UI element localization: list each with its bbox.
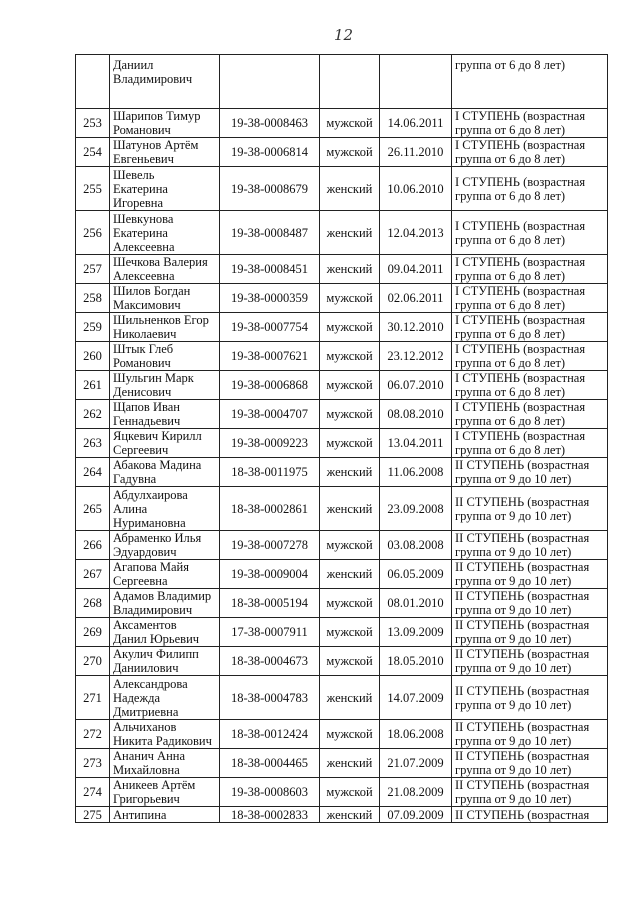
full-name-cell: Яцкевич Кирилл Сергеевич xyxy=(110,429,220,458)
full-name-cell: Щапов Иван Геннадьевич xyxy=(110,400,220,429)
table-row xyxy=(76,429,608,458)
id-number-cell: 18-38-0012424 xyxy=(220,720,320,749)
id-number-cell: 18-38-0011975 xyxy=(220,458,320,487)
level-cell: II СТУПЕНЬ (возрастная группа от 9 до 10 лет) xyxy=(452,531,608,560)
full-name-cell: Александрова Надежда Дмитриевна xyxy=(110,676,220,720)
participants-table xyxy=(75,54,608,823)
level-cell: II СТУПЕНЬ (возрастная xyxy=(452,807,608,823)
sex-cell: мужской xyxy=(320,138,380,167)
id-number-cell: 19-38-0000359 xyxy=(220,284,320,313)
full-name-cell: Шульгин Марк Денисович xyxy=(110,371,220,400)
id-number-cell: 19-38-0008463 xyxy=(220,109,320,138)
full-name-cell: Аникеев Артём Григорьевич xyxy=(110,778,220,807)
row-number-cell: 273 xyxy=(76,749,110,778)
table-row xyxy=(76,807,608,823)
table-row xyxy=(76,211,608,255)
table-row xyxy=(76,342,608,371)
level-cell: I СТУПЕНЬ (возрастная группа от 6 до 8 лет) xyxy=(452,211,608,255)
full-name-cell: Адамов Владимир Владимирович xyxy=(110,589,220,618)
level-cell: II СТУПЕНЬ (возрастная группа от 9 до 10 лет) xyxy=(452,589,608,618)
birth-date-cell: 13.04.2011 xyxy=(380,429,452,458)
birth-date-cell: 09.04.2011 xyxy=(380,255,452,284)
birth-date-cell: 23.09.2008 xyxy=(380,487,452,531)
row-number-cell: 266 xyxy=(76,531,110,560)
full-name-cell: Штык Глеб Романович xyxy=(110,342,220,371)
level-cell: I СТУПЕНЬ (возрастная группа от 6 до 8 лет) xyxy=(452,371,608,400)
level-cell: I СТУПЕНЬ (возрастная группа от 6 до 8 лет) xyxy=(452,138,608,167)
level-cell: I СТУПЕНЬ (возрастная группа от 6 до 8 лет) xyxy=(452,342,608,371)
sex-cell: женский xyxy=(320,807,380,823)
birth-date-cell: 21.08.2009 xyxy=(380,778,452,807)
full-name-cell: Аксаментов Данил Юрьевич xyxy=(110,618,220,647)
id-number-cell: 19-38-0007754 xyxy=(220,313,320,342)
level-cell: II СТУПЕНЬ (возрастная группа от 9 до 10 лет) xyxy=(452,749,608,778)
birth-date-cell: 13.09.2009 xyxy=(380,618,452,647)
row-number-cell: 261 xyxy=(76,371,110,400)
birth-date-cell xyxy=(380,55,452,109)
full-name-cell: Шарипов Тимур Романович xyxy=(110,109,220,138)
row-number-cell: 267 xyxy=(76,560,110,589)
full-name-cell: Шатунов Артём Евгеньевич xyxy=(110,138,220,167)
birth-date-cell: 18.05.2010 xyxy=(380,647,452,676)
table-row xyxy=(76,560,608,589)
row-number-cell: 254 xyxy=(76,138,110,167)
page-number: 12 xyxy=(334,26,354,44)
id-number-cell: 19-38-0004707 xyxy=(220,400,320,429)
level-cell: группа от 6 до 8 лет) xyxy=(452,55,608,109)
birth-date-cell: 30.12.2010 xyxy=(380,313,452,342)
full-name-cell: Антипина xyxy=(110,807,220,823)
level-cell: II СТУПЕНЬ (возрастная группа от 9 до 10 лет) xyxy=(452,647,608,676)
birth-date-cell: 03.08.2008 xyxy=(380,531,452,560)
level-cell: II СТУПЕНЬ (возрастная группа от 9 до 10 лет) xyxy=(452,560,608,589)
sex-cell: мужской xyxy=(320,647,380,676)
sex-cell: мужской xyxy=(320,371,380,400)
sex-cell: мужской xyxy=(320,778,380,807)
birth-date-cell: 08.01.2010 xyxy=(380,589,452,618)
id-number-cell: 18-38-0005194 xyxy=(220,589,320,618)
sex-cell: мужской xyxy=(320,284,380,313)
table-row xyxy=(76,778,608,807)
level-cell: II СТУПЕНЬ (возрастная группа от 9 до 10 лет) xyxy=(452,618,608,647)
row-number-cell: 255 xyxy=(76,167,110,211)
table-row xyxy=(76,647,608,676)
full-name-cell: Ананич Анна Михайловна xyxy=(110,749,220,778)
table-row xyxy=(76,589,608,618)
full-name-cell: Абраменко Илья Эдуардович xyxy=(110,531,220,560)
table-row xyxy=(76,618,608,647)
id-number-cell: 19-38-0008603 xyxy=(220,778,320,807)
table-row xyxy=(76,313,608,342)
row-number-cell: 260 xyxy=(76,342,110,371)
birth-date-cell: 06.07.2010 xyxy=(380,371,452,400)
birth-date-cell: 08.08.2010 xyxy=(380,400,452,429)
row-number-cell: 269 xyxy=(76,618,110,647)
sex-cell: мужской xyxy=(320,400,380,429)
birth-date-cell: 11.06.2008 xyxy=(380,458,452,487)
full-name-cell: Акулич Филипп Даниилович xyxy=(110,647,220,676)
row-number-cell: 264 xyxy=(76,458,110,487)
row-number-cell: 268 xyxy=(76,589,110,618)
table-row xyxy=(76,400,608,429)
row-number-cell: 272 xyxy=(76,720,110,749)
birth-date-cell: 06.05.2009 xyxy=(380,560,452,589)
id-number-cell: 19-38-0009223 xyxy=(220,429,320,458)
full-name-cell: Абакова Мадина Гадувна xyxy=(110,458,220,487)
id-number-cell: 17-38-0007911 xyxy=(220,618,320,647)
id-number-cell: 18-38-0004783 xyxy=(220,676,320,720)
table-row-continued xyxy=(76,55,608,109)
table-row xyxy=(76,255,608,284)
birth-date-cell: 12.04.2013 xyxy=(380,211,452,255)
level-cell: II СТУПЕНЬ (возрастная группа от 9 до 10 лет) xyxy=(452,778,608,807)
birth-date-cell: 02.06.2011 xyxy=(380,284,452,313)
id-number-cell: 18-38-0004673 xyxy=(220,647,320,676)
sex-cell: мужской xyxy=(320,589,380,618)
birth-date-cell: 23.12.2012 xyxy=(380,342,452,371)
level-cell: I СТУПЕНЬ (возрастная группа от 6 до 8 лет) xyxy=(452,400,608,429)
id-number-cell: 19-38-0008451 xyxy=(220,255,320,284)
full-name-cell: Шечкова Валерия Алексеевна xyxy=(110,255,220,284)
full-name-cell: Шильненков Егор Николаевич xyxy=(110,313,220,342)
table-row xyxy=(76,138,608,167)
participants-table-body xyxy=(76,55,608,823)
sex-cell: мужской xyxy=(320,313,380,342)
full-name-cell: Шевкунова Екатерина Алексеевна xyxy=(110,211,220,255)
level-cell: I СТУПЕНЬ (возрастная группа от 6 до 8 лет) xyxy=(452,313,608,342)
id-number-cell: 18-38-0002861 xyxy=(220,487,320,531)
sex-cell: женский xyxy=(320,560,380,589)
table-row xyxy=(76,749,608,778)
full-name-cell: Альчиханов Никита Радикович xyxy=(110,720,220,749)
sex-cell: женский xyxy=(320,211,380,255)
id-number-cell: 19-38-0009004 xyxy=(220,560,320,589)
full-name-cell: Агапова Майя Сергеевна xyxy=(110,560,220,589)
table-row xyxy=(76,109,608,138)
sex-cell: мужской xyxy=(320,720,380,749)
level-cell: I СТУПЕНЬ (возрастная группа от 6 до 8 лет) xyxy=(452,284,608,313)
level-cell: II СТУПЕНЬ (возрастная группа от 9 до 10 лет) xyxy=(452,487,608,531)
sex-cell: женский xyxy=(320,749,380,778)
sex-cell: мужской xyxy=(320,531,380,560)
level-cell: II СТУПЕНЬ (возрастная группа от 9 до 10 лет) xyxy=(452,720,608,749)
row-number-cell: 275 xyxy=(76,807,110,823)
full-name-cell: Даниил Владимирович xyxy=(110,55,220,109)
sex-cell xyxy=(320,55,380,109)
row-number-cell: 265 xyxy=(76,487,110,531)
row-number-cell xyxy=(76,55,110,109)
table-row xyxy=(76,531,608,560)
table-row xyxy=(76,371,608,400)
full-name-cell: Шевель Екатерина Игоревна xyxy=(110,167,220,211)
sex-cell: мужской xyxy=(320,342,380,371)
level-cell: I СТУПЕНЬ (возрастная группа от 6 до 8 лет) xyxy=(452,109,608,138)
sex-cell: женский xyxy=(320,676,380,720)
table-row xyxy=(76,676,608,720)
birth-date-cell: 14.07.2009 xyxy=(380,676,452,720)
birth-date-cell: 21.07.2009 xyxy=(380,749,452,778)
sex-cell: мужской xyxy=(320,429,380,458)
row-number-cell: 258 xyxy=(76,284,110,313)
level-cell: II СТУПЕНЬ (возрастная группа от 9 до 10 лет) xyxy=(452,458,608,487)
row-number-cell: 271 xyxy=(76,676,110,720)
id-number-cell: 19-38-0006868 xyxy=(220,371,320,400)
birth-date-cell: 18.06.2008 xyxy=(380,720,452,749)
table-row xyxy=(76,284,608,313)
sex-cell: мужской xyxy=(320,109,380,138)
birth-date-cell: 14.06.2011 xyxy=(380,109,452,138)
table-row xyxy=(76,458,608,487)
level-cell: II СТУПЕНЬ (возрастная группа от 9 до 10 лет) xyxy=(452,676,608,720)
id-number-cell: 19-38-0006814 xyxy=(220,138,320,167)
sex-cell: женский xyxy=(320,167,380,211)
row-number-cell: 259 xyxy=(76,313,110,342)
id-number-cell xyxy=(220,55,320,109)
id-number-cell: 19-38-0007278 xyxy=(220,531,320,560)
id-number-cell: 18-38-0004465 xyxy=(220,749,320,778)
birth-date-cell: 07.09.2009 xyxy=(380,807,452,823)
full-name-cell: Шилов Богдан Максимович xyxy=(110,284,220,313)
row-number-cell: 274 xyxy=(76,778,110,807)
full-name-cell: Абдулхаирова Алина Нуримановна xyxy=(110,487,220,531)
row-number-cell: 270 xyxy=(76,647,110,676)
sex-cell: мужской xyxy=(320,618,380,647)
id-number-cell: 19-38-0008487 xyxy=(220,211,320,255)
sex-cell: женский xyxy=(320,255,380,284)
id-number-cell: 19-38-0008679 xyxy=(220,167,320,211)
table-row xyxy=(76,720,608,749)
row-number-cell: 263 xyxy=(76,429,110,458)
row-number-cell: 257 xyxy=(76,255,110,284)
birth-date-cell: 26.11.2010 xyxy=(380,138,452,167)
level-cell: I СТУПЕНЬ (возрастная группа от 6 до 8 лет) xyxy=(452,167,608,211)
sex-cell: женский xyxy=(320,458,380,487)
level-cell: I СТУПЕНЬ (возрастная группа от 6 до 8 лет) xyxy=(452,255,608,284)
row-number-cell: 253 xyxy=(76,109,110,138)
id-number-cell: 18-38-0002833 xyxy=(220,807,320,823)
birth-date-cell: 10.06.2010 xyxy=(380,167,452,211)
id-number-cell: 19-38-0007621 xyxy=(220,342,320,371)
level-cell: I СТУПЕНЬ (возрастная группа от 6 до 8 лет) xyxy=(452,429,608,458)
table-row xyxy=(76,167,608,211)
row-number-cell: 256 xyxy=(76,211,110,255)
table-row xyxy=(76,487,608,531)
sex-cell: женский xyxy=(320,487,380,531)
row-number-cell: 262 xyxy=(76,400,110,429)
